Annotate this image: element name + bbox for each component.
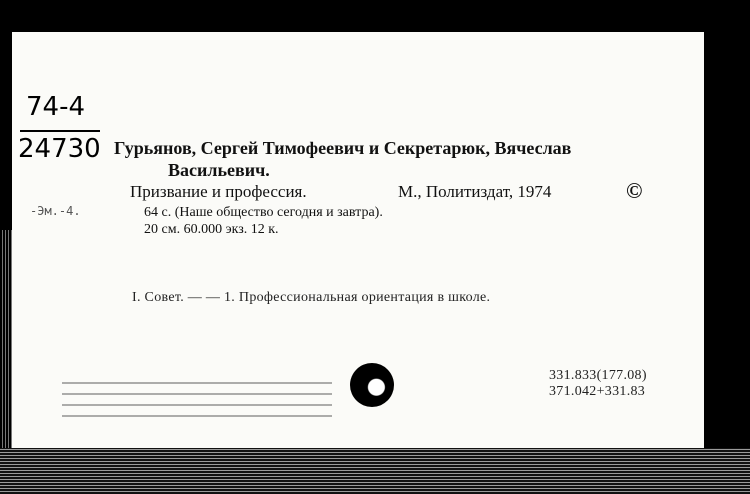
class-code-1: 331.833(177.08) bbox=[549, 368, 647, 383]
call-number-bottom: 24730 bbox=[18, 134, 101, 164]
title-line: Призвание и профессия. bbox=[130, 182, 307, 201]
scan-edge-bottom bbox=[0, 448, 750, 494]
call-number-top: 74-4 bbox=[26, 92, 86, 122]
copyright-mark: © bbox=[626, 178, 643, 203]
collation: 64 с. (Наше общество сегодня и завтра). bbox=[144, 205, 383, 220]
imprint: М., Политиздат, 1974 bbox=[398, 182, 552, 201]
call-number-divider bbox=[20, 130, 100, 132]
size-line: 20 см. 60.000 экз. 12 к. bbox=[144, 222, 279, 237]
author-line-2: Васильевич. bbox=[168, 160, 270, 180]
margin-note: -Эм.-4. bbox=[30, 204, 81, 218]
scan-edge-left bbox=[0, 230, 12, 450]
class-code-2: 371.042+331.83 bbox=[549, 384, 646, 399]
faded-stamp-text bbox=[62, 382, 332, 426]
library-stamp bbox=[350, 363, 394, 407]
author-line-1: Гурьянов, Сергей Тимофеевич и Секретарюк, Вячеслав bbox=[114, 138, 572, 158]
subject-line: I. Совет. — — 1. Профессиональная ориентация в школе. bbox=[132, 290, 491, 305]
